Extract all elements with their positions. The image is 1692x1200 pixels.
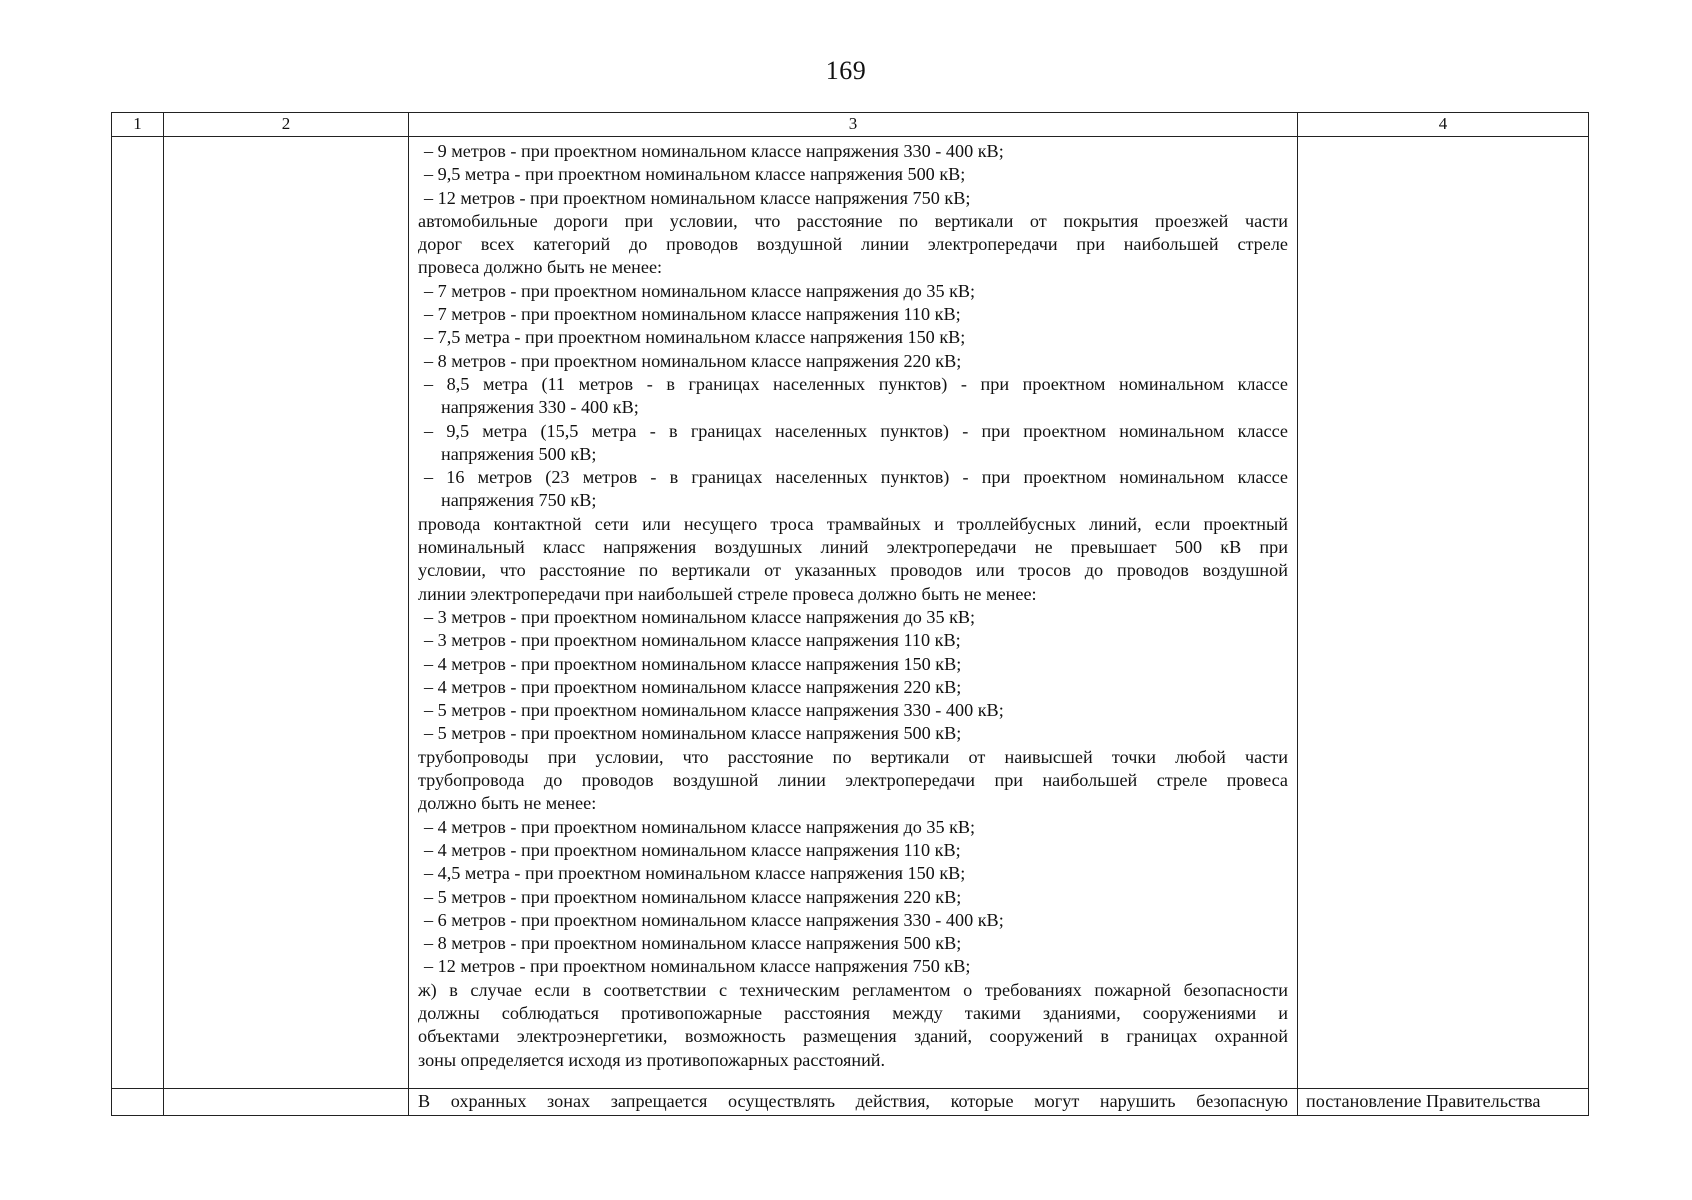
text-line: объектами электроэнергетики, возможность размещения зданий, сооружений в границах охранной	[418, 1026, 1288, 1047]
text-line: – 4,5 метра - при проектном номинальном классе напряжения 150 кВ;	[424, 863, 966, 884]
text-line: – 4 метров - при проектном номинальном классе напряжения 150 кВ;	[424, 653, 962, 674]
text-line: должно быть не менее:	[418, 793, 597, 814]
text-line: – 12 метров - при проектном номинальном классе напряжения 750 кВ;	[424, 187, 971, 208]
table-row	[112, 1088, 1589, 1115]
text-line: – 8 метров - при проектном номинальном классе напряжения 500 кВ;	[424, 933, 962, 954]
text-line: – 8,5 метра (11 метров - в границах населенных пунктов) - при проектном номинальном классе	[424, 373, 1288, 394]
text-line: зоны определяется исходя из противопожарных расстояний.	[418, 1049, 886, 1070]
text-line: – 12 метров - при проектном номинальном классе напряжения 750 кВ;	[424, 956, 971, 977]
text-line: условии, что расстояние по вертикали от указанных проводов или тросов до проводов воздушной	[418, 560, 1288, 581]
column-header-3: 3	[409, 113, 1298, 137]
cell-col2	[164, 1088, 409, 1115]
text-line: провода контактной сети или несущего троса трамвайных и троллейбусных линий, если проектный	[418, 513, 1288, 534]
text-line: напряжения 500 кВ;	[441, 443, 597, 464]
text-line: – 7,5 метра - при проектном номинальном классе напряжения 150 кВ;	[424, 327, 966, 348]
text-fragment: В охранных зонах запрещается осуществлять действия, которые могут нарушить безопасную	[409, 1088, 1298, 1115]
text-line: – 8 метров - при проектном номинальном классе напряжения 220 кВ;	[424, 350, 962, 371]
text-line: трубопровода до проводов воздушной линии электропередачи при наибольшей стреле провеса	[418, 770, 1288, 791]
text-line: дорог всех категорий до проводов воздушной линии электропередачи при наибольшей стреле	[418, 234, 1288, 255]
cell-col4	[1298, 137, 1589, 1089]
text-line: напряжения 330 - 400 кВ;	[441, 397, 639, 418]
page-number: 169	[825, 56, 867, 85]
text-line: трубопроводы при условии, что расстояние по вертикали от наивысшей точки любой части	[418, 746, 1288, 767]
text-line: – 4 метров - при проектном номинальном классе напряжения до 35 кВ;	[424, 816, 976, 837]
text-line: – 7 метров - при проектном номинальном классе напряжения до 35 кВ;	[424, 280, 976, 301]
text-line: номинальный класс напряжения воздушных линий электропередачи не превышает 500 кВ при	[418, 537, 1288, 558]
content-cell	[409, 137, 1298, 1089]
table-header-row	[112, 113, 1589, 137]
text-line: – 7 метров - при проектном номинальном классе напряжения 110 кВ;	[424, 304, 961, 325]
text-line: – 5 метров - при проектном номинальном классе напряжения 500 кВ;	[424, 723, 962, 744]
text-line: ж) в случае если в соответствии с техническим регламентом о требованиях пожарной безопасности	[418, 979, 1288, 1000]
text-line: – 9 метров - при проектном номинальном классе напряжения 330 - 400 кВ;	[424, 141, 1004, 161]
text-line: – 4 метров - при проектном номинальном классе напряжения 220 кВ;	[424, 676, 962, 697]
column-header-4: 4	[1298, 113, 1589, 137]
cell-col1	[112, 1088, 164, 1115]
source-reference: постановление Правительства	[1298, 1088, 1589, 1115]
text-line: – 3 метров - при проектном номинальном классе напряжения до 35 кВ;	[424, 606, 976, 627]
text-line: – 6 метров - при проектном номинальном классе напряжения 330 - 400 кВ;	[424, 909, 1004, 930]
text-line: – 16 метров (23 метров - в границах населенных пунктов) - при проектном номинальном классе	[424, 467, 1288, 488]
text-line: автомобильные дороги при условии, что расстояние по вертикали от покрытия проезжей части	[418, 210, 1288, 231]
text-line: – 9,5 метра (15,5 метра - в границах населенных пунктов) - при проектном номинальном классе	[424, 420, 1288, 441]
column-header-1: 1	[112, 113, 164, 137]
text-line: напряжения 750 кВ;	[441, 490, 597, 511]
cell-col1	[112, 137, 164, 1089]
table-row	[112, 137, 1589, 1089]
text-line: провеса должно быть не менее:	[418, 257, 663, 278]
text-line: должны соблюдаться противопожарные расстояния между такими зданиями, сооружениями и	[418, 1002, 1288, 1023]
text-line: – 5 метров - при проектном номинальном классе напряжения 330 - 400 кВ;	[424, 700, 1004, 721]
text-line: линии электропередачи при наибольшей стреле провеса должно быть не менее:	[418, 583, 1037, 604]
document-table	[111, 112, 1589, 1116]
text-line: – 4 метров - при проектном номинальном классе напряжения 110 кВ;	[424, 839, 961, 860]
text-line: – 5 метров - при проектном номинальном классе напряжения 220 кВ;	[424, 886, 962, 907]
column-header-2: 2	[164, 113, 409, 137]
cell-col2	[164, 137, 409, 1089]
text-line: – 9,5 метра - при проектном номинальном классе напряжения 500 кВ;	[424, 164, 966, 185]
text-line: – 3 метров - при проектном номинальном классе напряжения 110 кВ;	[424, 630, 961, 651]
